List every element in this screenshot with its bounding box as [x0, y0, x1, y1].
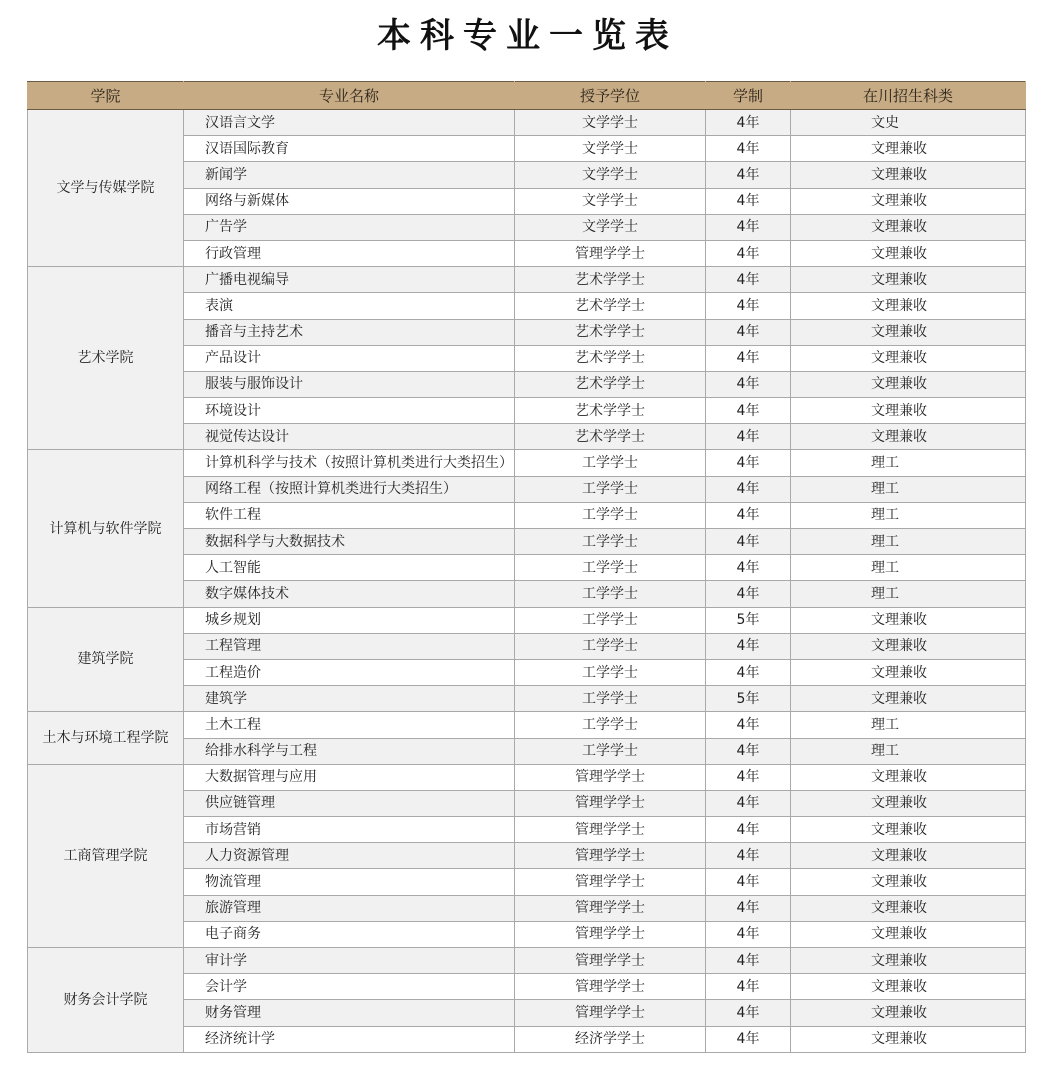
degree-cell: 管理学学士 — [515, 843, 706, 869]
college-name: 土木与环境工程学院 — [28, 712, 184, 764]
major-name: 汉语国际教育 — [184, 136, 515, 162]
category-cell: 文史 — [791, 110, 1026, 136]
degree-cell: 管理学学士 — [515, 817, 706, 843]
duration-cell: 4年 — [706, 267, 791, 293]
major-name: 旅游管理 — [184, 895, 515, 921]
category-cell: 文理兼收 — [791, 319, 1026, 345]
duration-cell: 4年 — [706, 424, 791, 450]
duration-cell: 4年 — [706, 843, 791, 869]
major-name: 土木工程 — [184, 712, 515, 738]
major-name: 广告学 — [184, 214, 515, 240]
major-name: 数字媒体技术 — [184, 581, 515, 607]
major-name: 建筑学 — [184, 686, 515, 712]
duration-cell: 4年 — [706, 110, 791, 136]
duration-cell: 4年 — [706, 293, 791, 319]
degree-cell: 艺术学学士 — [515, 371, 706, 397]
duration-cell: 4年 — [706, 450, 791, 476]
major-name: 市场营销 — [184, 817, 515, 843]
degree-cell: 工学学士 — [515, 502, 706, 528]
degree-cell: 管理学学士 — [515, 895, 706, 921]
duration-cell: 4年 — [706, 633, 791, 659]
major-name: 播音与主持艺术 — [184, 319, 515, 345]
degree-cell: 管理学学士 — [515, 948, 706, 974]
category-cell: 理工 — [791, 476, 1026, 502]
degree-cell: 工学学士 — [515, 607, 706, 633]
degree-cell: 管理学学士 — [515, 869, 706, 895]
category-cell: 文理兼收 — [791, 974, 1026, 1000]
duration-cell: 4年 — [706, 214, 791, 240]
category-cell: 文理兼收 — [791, 371, 1026, 397]
degree-cell: 工学学士 — [515, 633, 706, 659]
degree-cell: 工学学士 — [515, 686, 706, 712]
majors-table — [27, 81, 1026, 1053]
duration-cell: 4年 — [706, 240, 791, 266]
degree-cell: 工学学士 — [515, 529, 706, 555]
duration-cell: 4年 — [706, 921, 791, 947]
degree-cell: 工学学士 — [515, 581, 706, 607]
category-cell: 文理兼收 — [791, 398, 1026, 424]
major-name: 行政管理 — [184, 240, 515, 266]
degree-cell: 艺术学学士 — [515, 267, 706, 293]
degree-cell: 管理学学士 — [515, 921, 706, 947]
category-cell: 文理兼收 — [791, 162, 1026, 188]
category-cell: 文理兼收 — [791, 607, 1026, 633]
major-name: 人力资源管理 — [184, 843, 515, 869]
duration-cell: 4年 — [706, 319, 791, 345]
category-cell: 文理兼收 — [791, 948, 1026, 974]
duration-cell: 4年 — [706, 659, 791, 685]
header-duration: 学制 — [706, 82, 791, 110]
table-row — [28, 110, 1026, 136]
degree-cell: 工学学士 — [515, 450, 706, 476]
major-name: 供应链管理 — [184, 790, 515, 816]
duration-cell: 4年 — [706, 476, 791, 502]
degree-cell: 管理学学士 — [515, 240, 706, 266]
duration-cell: 4年 — [706, 188, 791, 214]
degree-cell: 艺术学学士 — [515, 424, 706, 450]
category-cell: 文理兼收 — [791, 843, 1026, 869]
major-name: 网络与新媒体 — [184, 188, 515, 214]
degree-cell: 艺术学学士 — [515, 398, 706, 424]
category-cell: 理工 — [791, 738, 1026, 764]
category-cell: 文理兼收 — [791, 921, 1026, 947]
degree-cell: 工学学士 — [515, 712, 706, 738]
degree-cell: 管理学学士 — [515, 974, 706, 1000]
category-cell: 文理兼收 — [791, 790, 1026, 816]
degree-cell: 管理学学士 — [515, 764, 706, 790]
duration-cell: 4年 — [706, 162, 791, 188]
category-cell: 理工 — [791, 581, 1026, 607]
major-name: 环境设计 — [184, 398, 515, 424]
college-name: 建筑学院 — [28, 607, 184, 712]
major-name: 汉语言文学 — [184, 110, 515, 136]
category-cell: 文理兼收 — [791, 1026, 1026, 1052]
major-name: 财务管理 — [184, 1000, 515, 1026]
category-cell: 文理兼收 — [791, 764, 1026, 790]
duration-cell: 4年 — [706, 895, 791, 921]
duration-cell: 5年 — [706, 607, 791, 633]
table-row — [28, 450, 1026, 476]
degree-cell: 经济学学士 — [515, 1026, 706, 1052]
category-cell: 文理兼收 — [791, 424, 1026, 450]
degree-cell: 文学学士 — [515, 214, 706, 240]
degree-cell: 艺术学学士 — [515, 345, 706, 371]
duration-cell: 4年 — [706, 738, 791, 764]
category-cell: 文理兼收 — [791, 345, 1026, 371]
major-name: 数据科学与大数据技术 — [184, 529, 515, 555]
degree-cell: 文学学士 — [515, 188, 706, 214]
table-row — [28, 948, 1026, 974]
degree-cell: 艺术学学士 — [515, 293, 706, 319]
duration-cell: 4年 — [706, 555, 791, 581]
category-cell: 文理兼收 — [791, 293, 1026, 319]
major-name: 工程管理 — [184, 633, 515, 659]
major-name: 新闻学 — [184, 162, 515, 188]
duration-cell: 4年 — [706, 502, 791, 528]
category-cell: 文理兼收 — [791, 267, 1026, 293]
major-name: 计算机科学与技术（按照计算机类进行大类招生） — [184, 450, 515, 476]
duration-cell: 4年 — [706, 790, 791, 816]
duration-cell: 4年 — [706, 869, 791, 895]
major-name: 网络工程（按照计算机类进行大类招生） — [184, 476, 515, 502]
category-cell: 文理兼收 — [791, 686, 1026, 712]
major-name: 广播电视编导 — [184, 267, 515, 293]
college-name: 财务会计学院 — [28, 948, 184, 1053]
category-cell: 文理兼收 — [791, 214, 1026, 240]
major-name: 电子商务 — [184, 921, 515, 947]
table-row — [28, 764, 1026, 790]
category-cell: 文理兼收 — [791, 659, 1026, 685]
table-row — [28, 607, 1026, 633]
degree-cell: 文学学士 — [515, 136, 706, 162]
category-cell: 文理兼收 — [791, 136, 1026, 162]
college-name: 工商管理学院 — [28, 764, 184, 947]
college-name: 计算机与软件学院 — [28, 450, 184, 607]
category-cell: 文理兼收 — [791, 188, 1026, 214]
major-name: 经济统计学 — [184, 1026, 515, 1052]
major-name: 审计学 — [184, 948, 515, 974]
duration-cell: 4年 — [706, 817, 791, 843]
header-major: 专业名称 — [184, 82, 515, 110]
category-cell: 文理兼收 — [791, 817, 1026, 843]
table-header-row — [28, 82, 1026, 110]
category-cell: 文理兼收 — [791, 895, 1026, 921]
category-cell: 文理兼收 — [791, 1000, 1026, 1026]
college-name: 文学与传媒学院 — [28, 110, 184, 267]
degree-cell: 文学学士 — [515, 110, 706, 136]
major-name: 人工智能 — [184, 555, 515, 581]
college-name: 艺术学院 — [28, 267, 184, 450]
major-name: 物流管理 — [184, 869, 515, 895]
duration-cell: 4年 — [706, 1000, 791, 1026]
major-name: 表演 — [184, 293, 515, 319]
degree-cell: 工学学士 — [515, 659, 706, 685]
table-row — [28, 267, 1026, 293]
duration-cell: 4年 — [706, 764, 791, 790]
duration-cell: 4年 — [706, 948, 791, 974]
duration-cell: 4年 — [706, 136, 791, 162]
category-cell: 理工 — [791, 502, 1026, 528]
category-cell: 理工 — [791, 712, 1026, 738]
major-name: 视觉传达设计 — [184, 424, 515, 450]
header-degree: 授予学位 — [515, 82, 706, 110]
header-category: 在川招生科类 — [791, 82, 1026, 110]
degree-cell: 艺术学学士 — [515, 319, 706, 345]
duration-cell: 4年 — [706, 581, 791, 607]
degree-cell: 文学学士 — [515, 162, 706, 188]
major-name: 大数据管理与应用 — [184, 764, 515, 790]
table-row — [28, 712, 1026, 738]
category-cell: 文理兼收 — [791, 869, 1026, 895]
major-name: 服装与服饰设计 — [184, 371, 515, 397]
page-title: 本科专业一览表 — [377, 16, 678, 56]
duration-cell: 4年 — [706, 712, 791, 738]
major-name: 会计学 — [184, 974, 515, 1000]
major-name: 城乡规划 — [184, 607, 515, 633]
category-cell: 理工 — [791, 555, 1026, 581]
major-name: 工程造价 — [184, 659, 515, 685]
duration-cell: 5年 — [706, 686, 791, 712]
duration-cell: 4年 — [706, 398, 791, 424]
category-cell: 文理兼收 — [791, 633, 1026, 659]
header-college: 学院 — [28, 82, 184, 110]
major-name: 软件工程 — [184, 502, 515, 528]
major-name: 产品设计 — [184, 345, 515, 371]
duration-cell: 4年 — [706, 371, 791, 397]
degree-cell: 管理学学士 — [515, 790, 706, 816]
duration-cell: 4年 — [706, 1026, 791, 1052]
degree-cell: 工学学士 — [515, 738, 706, 764]
degree-cell: 工学学士 — [515, 555, 706, 581]
category-cell: 理工 — [791, 450, 1026, 476]
category-cell: 理工 — [791, 529, 1026, 555]
degree-cell: 工学学士 — [515, 476, 706, 502]
major-name: 给排水科学与工程 — [184, 738, 515, 764]
degree-cell: 管理学学士 — [515, 1000, 706, 1026]
duration-cell: 4年 — [706, 529, 791, 555]
category-cell: 文理兼收 — [791, 240, 1026, 266]
duration-cell: 4年 — [706, 345, 791, 371]
duration-cell: 4年 — [706, 974, 791, 1000]
table-body — [28, 110, 1026, 1053]
